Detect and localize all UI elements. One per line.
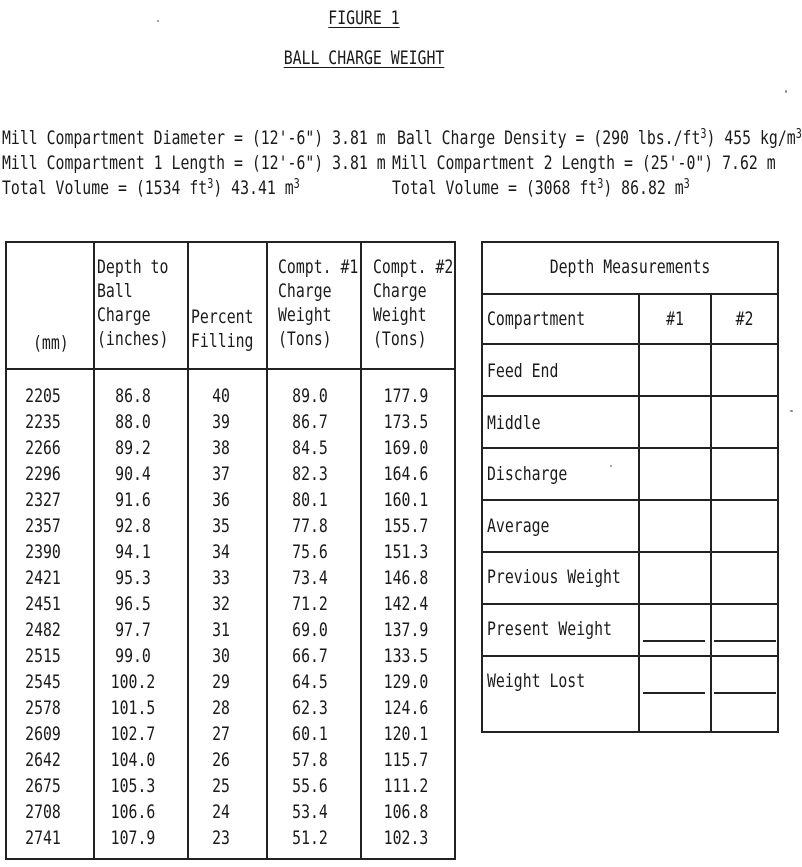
cell-c2: 111.2: [383, 775, 429, 797]
header-mm: (mm): [33, 332, 69, 354]
cell-depth: 97.7: [115, 619, 151, 641]
weight-lost-blank-2: [714, 692, 776, 694]
cell-mm: 2266: [25, 437, 61, 459]
cell-mm: 2296: [25, 463, 61, 485]
row-previous-weight: Previous Weight: [487, 566, 621, 588]
cell-depth: 105.3: [110, 775, 156, 797]
scan-speck: [790, 410, 793, 412]
cell-percent: 23: [212, 827, 230, 849]
spec-volume-2: Total Volume = (3068 $ft^3$) 86.82 $m^3$: [392, 177, 690, 199]
row-middle: Middle: [487, 412, 541, 434]
cell-c1: 71.2: [292, 593, 328, 615]
spec-diameter: Mill Compartment Diameter = (12'-6") 3.81 m: [2, 127, 386, 149]
cell-depth: 104.0: [110, 749, 156, 771]
scan-speck: [785, 90, 787, 93]
header-compt-1: Compt. #1 Charge Weight (Tons): [278, 256, 359, 350]
row-average: Average: [487, 515, 550, 537]
weight-lost-blank-1: [643, 692, 705, 694]
cell-c2: 102.3: [383, 827, 429, 849]
cell-c1: 62.3: [292, 697, 328, 719]
cell-c1: 84.5: [292, 437, 328, 459]
cell-mm: 2578: [25, 697, 61, 719]
header-depth: Depth to Ball Charge (inches): [97, 256, 169, 350]
cell-c2: 137.9: [383, 619, 429, 641]
cell-percent: 37: [212, 463, 230, 485]
spec-volume-1: Total Volume = (1534 $ft^3$) 43.41 $m^3$: [2, 177, 300, 199]
cell-c2: 160.1: [383, 489, 429, 511]
cell-depth: 88.0: [115, 411, 151, 433]
cell-c2: 164.6: [383, 463, 429, 485]
cell-c1: 82.3: [292, 463, 328, 485]
charge-weight-table: [5, 241, 456, 860]
cell-c2: 142.4: [383, 593, 429, 615]
cell-depth: 95.3: [115, 567, 151, 589]
cell-percent: 38: [212, 437, 230, 459]
cell-depth: 94.1: [115, 541, 151, 563]
cell-mm: 2235: [25, 411, 61, 433]
cell-percent: 34: [212, 541, 230, 563]
cell-c1: 89.0: [292, 385, 328, 407]
cell-mm: 2741: [25, 827, 61, 849]
cell-percent: 31: [212, 619, 230, 641]
cell-c2: 106.8: [383, 801, 429, 823]
cell-mm: 2642: [25, 749, 61, 771]
cell-depth: 107.9: [110, 827, 156, 849]
cell-depth: 91.6: [115, 489, 151, 511]
cell-c2: 177.9: [383, 385, 429, 407]
cell-percent: 26: [212, 749, 230, 771]
depth-table-title: Depth Measurements: [549, 256, 711, 278]
column-compt-2: [362, 383, 450, 851]
column-mm: [5, 383, 81, 851]
cell-c2: 169.0: [383, 437, 429, 459]
cell-percent: 27: [212, 723, 230, 745]
cell-c1: 86.7: [292, 411, 328, 433]
cell-depth: 92.8: [115, 515, 151, 537]
column-2-header: #2: [735, 308, 754, 330]
cell-depth: 102.7: [110, 723, 156, 745]
cell-depth: 106.6: [110, 801, 156, 823]
cell-mm: 2515: [25, 645, 61, 667]
cell-c1: 53.4: [292, 801, 328, 823]
cell-depth: 99.0: [115, 645, 151, 667]
cell-depth: 89.2: [115, 437, 151, 459]
present-weight-blank-1: [643, 640, 705, 642]
spec-length-2: Mill Compartment 2 Length = (25'-0") 7.62 m: [392, 152, 776, 174]
cell-c1: 55.6: [292, 775, 328, 797]
cell-percent: 39: [212, 411, 230, 433]
depth-measurements-table: [481, 241, 779, 733]
cell-c2: 124.6: [383, 697, 429, 719]
cell-mm: 2357: [25, 515, 61, 537]
column-compt-1: [265, 383, 355, 851]
cell-mm: 2205: [25, 385, 61, 407]
cell-mm: 2451: [25, 593, 61, 615]
spec-density: Ball Charge Density = (290 $lbs./ft^3$) 455 $kg/m^3$: [397, 127, 802, 149]
row-present-weight: Present Weight: [487, 618, 612, 640]
cell-mm: 2609: [25, 723, 61, 745]
figure-title: BALL CHARGE WEIGHT: [283, 47, 445, 69]
header-percent: Percent Filling: [191, 306, 254, 352]
figure-label: FIGURE 1: [328, 7, 400, 29]
cell-percent: 35: [212, 515, 230, 537]
cell-percent: 24: [212, 801, 230, 823]
cell-percent: 28: [212, 697, 230, 719]
cell-c1: 51.2: [292, 827, 328, 849]
cell-c2: 133.5: [383, 645, 429, 667]
cell-c1: 66.7: [292, 645, 328, 667]
cell-mm: 2482: [25, 619, 61, 641]
cell-mm: 2421: [25, 567, 61, 589]
cell-c2: 115.7: [383, 749, 429, 771]
cell-c2: 151.3: [383, 541, 429, 563]
column-1-header: #1: [666, 308, 684, 330]
row-feed-end: Feed End: [487, 360, 559, 382]
cell-mm: 2675: [25, 775, 61, 797]
cell-mm: 2545: [25, 671, 61, 693]
cell-c2: 155.7: [383, 515, 429, 537]
cell-percent: 36: [212, 489, 230, 511]
cell-c1: 60.1: [292, 723, 328, 745]
cell-c1: 73.4: [292, 567, 328, 589]
cell-percent: 32: [212, 593, 230, 615]
cell-depth: 86.8: [115, 385, 151, 407]
spec-length-1: Mill Compartment 1 Length = (12'-6") 3.81 m: [2, 152, 386, 174]
cell-c2: 129.0: [383, 671, 429, 693]
cell-c1: 75.6: [292, 541, 328, 563]
cell-c1: 69.0: [292, 619, 328, 641]
cell-c1: 57.8: [292, 749, 328, 771]
cell-c1: 64.5: [292, 671, 328, 693]
cell-percent: 40: [212, 385, 230, 407]
cell-percent: 33: [212, 567, 230, 589]
column-compartment-header: Compartment: [487, 308, 586, 330]
cell-percent: 29: [212, 671, 230, 693]
scan-speck: [610, 465, 612, 467]
cell-percent: 25: [212, 775, 230, 797]
column-percent: [183, 383, 259, 851]
cell-c2: 173.5: [383, 411, 429, 433]
cell-mm: 2708: [25, 801, 61, 823]
cell-depth: 100.2: [110, 671, 156, 693]
cell-c2: 146.8: [383, 567, 429, 589]
column-depth: [85, 383, 181, 851]
present-weight-blank-2: [714, 640, 776, 642]
scan-speck: [157, 20, 159, 22]
cell-c2: 120.1: [383, 723, 429, 745]
cell-mm: 2390: [25, 541, 61, 563]
row-weight-lost: Weight Lost: [487, 670, 586, 692]
cell-depth: 101.5: [110, 697, 156, 719]
cell-c1: 80.1: [292, 489, 328, 511]
cell-mm: 2327: [25, 489, 61, 511]
cell-depth: 96.5: [115, 593, 151, 615]
cell-c1: 77.8: [292, 515, 328, 537]
cell-percent: 30: [212, 645, 230, 667]
cell-depth: 90.4: [115, 463, 151, 485]
row-discharge: Discharge: [487, 463, 568, 485]
header-compt-2: Compt. #2 Charge Weight (Tons): [373, 256, 454, 350]
